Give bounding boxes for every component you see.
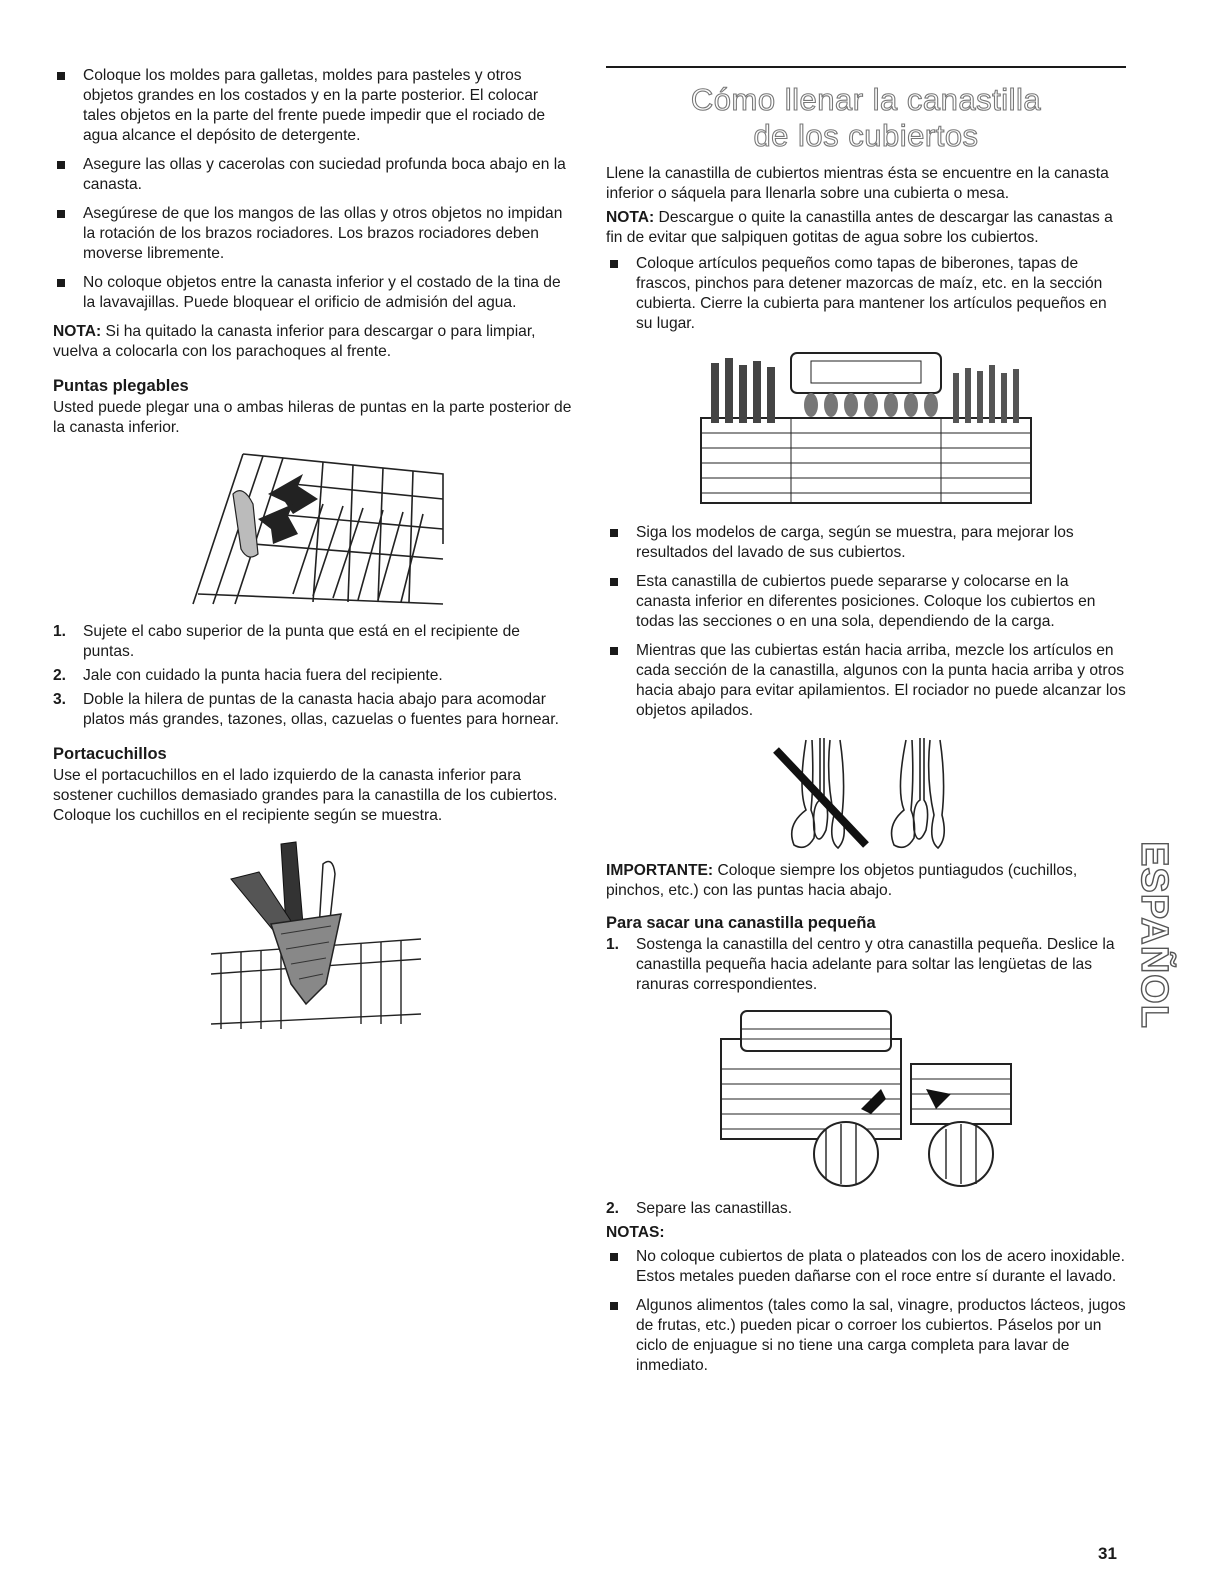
bullet-item: Asegúrese de que los mangos de las ollas y otros objetos no impidan la rotación de los brazos rociadores. Los brazos rociadores deben moverse libremente. [53, 204, 573, 264]
intro-bullets [53, 66, 573, 313]
section-title [606, 66, 1126, 154]
note-text: Descargue o quite la canastilla antes de descargar las canastas a fin de evitar que salpiquen gotitas de agua sobre los cubiertos. [606, 209, 1113, 246]
step-item [53, 690, 573, 730]
folding-tines-intro: Usted puede plegar una o ambas hileras de puntas en la parte posterior de la canasta inferior. [53, 399, 572, 436]
bullet-item: Esta canastilla de cubiertos puede separarse y colocarse en la canasta inferior en diferentes posiciones. Coloque los cubiertos en todas las secciones o en una sola, dependiendo de la carga. [606, 572, 1126, 632]
important-note [606, 861, 1126, 901]
step-number: 2. [53, 667, 67, 684]
step-text: Sostenga la canastilla del centro y otra canastilla pequeña. Deslice la canastilla pequeña hacia adelante para soltar las lengüetas de las ranuras correspondientes. [636, 936, 1115, 993]
bullet-item: No coloque objetos entre la canasta inferior y el costado de la tina de la lavavajillas. Puede bloquear el orificio de admisión del agua. [53, 273, 573, 313]
knife-holder-heading: Portacuchillos [53, 745, 167, 763]
bullet-item: Algunos alimentos (tales como la sal, vinagre, productos lácteos, jugos de frutas, etc.) pueden picar o corroer los cubiertos. Páselos por un ciclo de enjuague si no tiene una carga completa para lavar de inmediato. [606, 1296, 1126, 1376]
step-item [606, 1199, 1126, 1219]
folding-tines-heading: Puntas plegables [53, 377, 189, 395]
bullet-item: Asegure las ollas y cacerolas con suciedad profunda boca abajo en la canasta. [53, 155, 573, 195]
left-column [53, 66, 573, 1034]
notes-bullets [606, 1247, 1126, 1376]
basket-bullets-b [606, 523, 1126, 721]
step-item [606, 935, 1126, 995]
page-number: 31 [1098, 1544, 1117, 1563]
remove-small-basket-heading: Para sacar una canastilla pequeña [606, 914, 876, 932]
remove-small-basket-steps [606, 935, 1126, 995]
notes-heading: NOTAS: [606, 1224, 665, 1241]
note-text: Si ha quitado la canasta inferior para descargar o para limpiar, vuelva a colocarla con los parachoques al frente. [53, 323, 536, 360]
step-item [53, 666, 573, 686]
important-text: Coloque siempre los objetos puntiagudos (cuchillos, pinchos, etc.) con las puntas hacia abajo. [606, 862, 1078, 899]
important-label: IMPORTANTE: [606, 862, 714, 879]
step-number: 1. [606, 936, 620, 953]
note-label: NOTA: [606, 209, 655, 226]
basket-intro: Llene la canastilla de cubiertos mientras ésta se encuentre en la canasta inferior o sáquela para llenarla sobre una cubierta o mesa. [606, 165, 1109, 202]
side-tab-label: ESPAÑOL [1133, 841, 1175, 1029]
title-line-1: Cómo llenar la canastilla [690, 82, 1042, 117]
step-item [53, 622, 573, 662]
basket-bullets-a [606, 254, 1126, 334]
knife-holder-illustration [211, 834, 421, 1034]
bullet-item: Mientras que las cubiertas están hacia arriba, mezcle los artículos en cada sección de la canastilla, algunos con la punta hacia arriba y otros hacia abajo para evitar apilamientos. El rociador no puede alcanzar los objetos apilados. [606, 641, 1126, 721]
bullet-item: Coloque artículos pequeños como tapas de biberones, tapas de frascos, pinchos para detener mazorcas de maíz, etc. en la sección cubierta. Cierre la cubierta para mantener los artículos pequeños en su lugar. [606, 254, 1126, 334]
sharp-items-illustration [756, 730, 976, 855]
step-text: Jale con cuidado la punta hacia fuera del recipiente. [83, 667, 443, 684]
language-side-tab [1128, 815, 1180, 1055]
step-text: Separe las canastillas. [636, 1200, 793, 1217]
step-number: 3. [53, 691, 67, 708]
bullet-item: Coloque los moldes para galletas, moldes para pasteles y otros objetos grandes en los costados y en la parte posterior. El colocar tales objetos en la parte del frente puede impedir que el rociado de agua alcance el depósito de detergente. [53, 66, 573, 146]
right-column [606, 66, 1126, 1385]
basket-note [606, 208, 1126, 248]
step-number: 2. [606, 1200, 620, 1217]
folding-tines-illustration [173, 444, 463, 614]
folding-tines-steps [53, 622, 573, 730]
step-text: Sujete el cabo superior de la punta que está en el recipiente de puntas. [83, 623, 520, 660]
note-label: NOTA: [53, 323, 102, 340]
step-number: 1. [53, 623, 67, 640]
notes-label [606, 1223, 1126, 1243]
knife-holder-text: Use el portacuchillos en el lado izquierdo de la canasta inferior para sostener cuchillos demasiado grandes para la canastilla de los cubiertos. Coloque los cuchillos en el recipiente según se muestra. [53, 767, 558, 824]
title-line-2: de los cubiertos [753, 118, 979, 153]
bullet-item: Siga los modelos de carga, según se muestra, para mejorar los resultados del lavado de sus cubiertos. [606, 523, 1126, 563]
bullet-item: No coloque cubiertos de plata o plateados con los de acero inoxidable. Estos metales pueden dañarse con el roce entre sí durante el lavado. [606, 1247, 1126, 1287]
step-text: Doble la hilera de puntas de la canasta hacia abajo para acomodar platos más grandes, tazones, ollas, cazuelas o fuentes para hornear. [83, 691, 559, 728]
silverware-basket-illustration [691, 343, 1041, 513]
rack-note [53, 322, 573, 362]
remove-small-basket-step-2 [606, 1199, 1126, 1219]
separate-baskets-illustration [711, 999, 1021, 1189]
